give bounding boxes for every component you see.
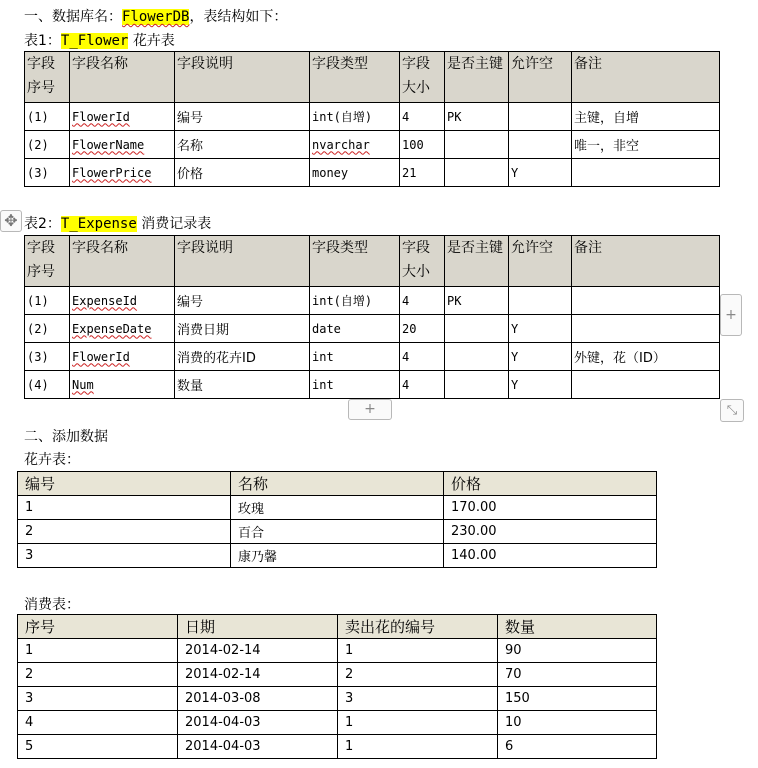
table-cell: 消费日期 bbox=[175, 315, 310, 343]
table-move-handle-icon[interactable]: ✥ bbox=[0, 210, 22, 232]
table-cell: int bbox=[310, 343, 400, 371]
header-cell-line: 大小 bbox=[402, 80, 430, 96]
table-row bbox=[25, 287, 720, 315]
table-cell bbox=[572, 159, 720, 187]
table-cell: 1 bbox=[338, 735, 498, 759]
table-cell: ExpenseDate bbox=[70, 315, 175, 343]
section-1-title bbox=[24, 6, 287, 26]
table-cell: 2 bbox=[338, 663, 498, 687]
table-cell: PK bbox=[445, 287, 509, 315]
table-cell bbox=[445, 159, 509, 187]
header-cell-line: 备注 bbox=[574, 56, 602, 72]
table-cell bbox=[572, 315, 720, 343]
table-cell: 90 bbox=[498, 639, 657, 663]
table-cell: Y bbox=[509, 371, 572, 399]
table-cell: 编号 bbox=[175, 287, 310, 315]
header-cell bbox=[175, 236, 310, 287]
table-cell: int bbox=[310, 371, 400, 399]
table-header-row bbox=[18, 615, 657, 639]
table-cell bbox=[509, 103, 572, 131]
table-cell: (3) bbox=[25, 159, 70, 187]
table-header-row bbox=[25, 52, 720, 103]
header-cell bbox=[400, 52, 445, 103]
header-cell: 价格 bbox=[444, 472, 657, 496]
header-cell bbox=[445, 236, 509, 287]
table-cell: 名称 bbox=[175, 131, 310, 159]
table-1-caption bbox=[24, 30, 175, 50]
header-cell-line: 字段说明 bbox=[177, 56, 233, 72]
table-cell: FlowerId bbox=[70, 343, 175, 371]
table-cell: 150 bbox=[498, 687, 657, 711]
table-2-caption bbox=[24, 213, 211, 233]
table-cell: 4 bbox=[18, 711, 178, 735]
header-cell-line: 字段 bbox=[402, 56, 430, 72]
table-cell bbox=[445, 131, 509, 159]
table-cell: 170.00 bbox=[444, 496, 657, 520]
table-cell: 唯一，非空 bbox=[572, 131, 720, 159]
table-row bbox=[18, 663, 657, 687]
table-cell: (4) bbox=[25, 371, 70, 399]
table-cell: 2014-04-03 bbox=[178, 735, 338, 759]
table-cell: 2014-02-14 bbox=[178, 663, 338, 687]
table-cell: 1 bbox=[338, 639, 498, 663]
header-cell bbox=[310, 236, 400, 287]
section-1-suffix: ，表结构如下： bbox=[189, 9, 288, 25]
table-row bbox=[18, 711, 657, 735]
table-cell: 6 bbox=[498, 735, 657, 759]
header-cell bbox=[572, 52, 720, 103]
table-2-name: T_Expense bbox=[60, 216, 137, 232]
table-cell: 数量 bbox=[175, 371, 310, 399]
table-1-prefix: 表1： bbox=[24, 33, 61, 49]
table-cell bbox=[445, 343, 509, 371]
table-cell: 主键，自增 bbox=[572, 103, 720, 131]
header-cell bbox=[310, 52, 400, 103]
table-row bbox=[25, 371, 720, 399]
table-cell: int(自增) bbox=[310, 287, 400, 315]
table-resize-handle-icon[interactable]: ⤡ bbox=[720, 399, 744, 422]
table-cell bbox=[445, 315, 509, 343]
table-cell: 4 bbox=[400, 343, 445, 371]
table-row bbox=[18, 520, 657, 544]
flower-data-label: 花卉表： bbox=[24, 452, 80, 468]
table-cell: (1) bbox=[25, 103, 70, 131]
table-cell: Num bbox=[70, 371, 175, 399]
header-cell-line: 字段类型 bbox=[312, 56, 368, 72]
table-cell: FlowerId bbox=[70, 103, 175, 131]
table-row bbox=[18, 639, 657, 663]
table-cell: 价格 bbox=[175, 159, 310, 187]
header-cell: 数量 bbox=[498, 615, 657, 639]
table-cell: 20 bbox=[400, 315, 445, 343]
table-cell: FlowerName bbox=[70, 131, 175, 159]
table-cell: 2014-04-03 bbox=[178, 711, 338, 735]
table-cell: nvarchar bbox=[310, 131, 400, 159]
table-row bbox=[18, 496, 657, 520]
table-cell: 百合 bbox=[231, 520, 444, 544]
table-cell: (2) bbox=[25, 315, 70, 343]
table-cell: 玫瑰 bbox=[231, 496, 444, 520]
table-row bbox=[25, 131, 720, 159]
header-cell-line: 字段名称 bbox=[72, 240, 128, 256]
table-header-row bbox=[25, 236, 720, 287]
table-cell bbox=[445, 371, 509, 399]
table-cell bbox=[572, 287, 720, 315]
table-cell: 3 bbox=[18, 544, 231, 568]
table-1-desc: 花卉表 bbox=[132, 33, 175, 49]
header-cell bbox=[509, 52, 572, 103]
table-cell: 1 bbox=[338, 711, 498, 735]
table-row bbox=[18, 735, 657, 759]
table-2-desc: 消费记录表 bbox=[141, 216, 212, 232]
header-cell bbox=[70, 52, 175, 103]
table-cell: Y bbox=[509, 315, 572, 343]
header-cell: 名称 bbox=[231, 472, 444, 496]
table-cell: 康乃馨 bbox=[231, 544, 444, 568]
header-cell: 卖出花的编号 bbox=[338, 615, 498, 639]
table-cell: int(自增) bbox=[310, 103, 400, 131]
table-cell: 2014-02-14 bbox=[178, 639, 338, 663]
expense-data-label: 消费表： bbox=[24, 597, 80, 613]
table-cell: money bbox=[310, 159, 400, 187]
header-cell bbox=[572, 236, 720, 287]
table-cell: 4 bbox=[400, 103, 445, 131]
header-cell bbox=[70, 236, 175, 287]
table-cell: 5 bbox=[18, 735, 178, 759]
header-cell: 日期 bbox=[178, 615, 338, 639]
table-cell: FlowerPrice bbox=[70, 159, 175, 187]
table-cell: 3 bbox=[338, 687, 498, 711]
table-cell: 100 bbox=[400, 131, 445, 159]
table-row bbox=[25, 159, 720, 187]
header-cell: 编号 bbox=[18, 472, 231, 496]
table-row bbox=[18, 544, 657, 568]
table-cell: 1 bbox=[18, 496, 231, 520]
schema-table-flower bbox=[24, 51, 720, 187]
table-cell: (1) bbox=[25, 287, 70, 315]
table-cell: 70 bbox=[498, 663, 657, 687]
table-cell: date bbox=[310, 315, 400, 343]
expense-data-table bbox=[17, 614, 657, 759]
table-cell: 4 bbox=[400, 371, 445, 399]
header-cell bbox=[175, 52, 310, 103]
table-cell: 1 bbox=[18, 639, 178, 663]
header-cell-line: 字段 bbox=[402, 240, 430, 256]
header-cell-line: 允许空 bbox=[511, 240, 553, 256]
header-cell bbox=[445, 52, 509, 103]
add-row-button[interactable]: + bbox=[348, 399, 392, 420]
table-cell bbox=[509, 287, 572, 315]
header-cell-line: 字段 bbox=[27, 240, 55, 256]
table-cell: 外键，花（ID） bbox=[572, 343, 720, 371]
table-cell: 编号 bbox=[175, 103, 310, 131]
header-cell: 序号 bbox=[18, 615, 178, 639]
table-row bbox=[25, 103, 720, 131]
flower-data-table bbox=[17, 471, 657, 568]
header-cell-line: 是否主键 bbox=[447, 56, 503, 72]
table-header-row bbox=[18, 472, 657, 496]
header-cell-line: 序号 bbox=[27, 80, 55, 96]
table-cell: 2 bbox=[18, 663, 178, 687]
table-cell bbox=[509, 131, 572, 159]
table-cell bbox=[572, 371, 720, 399]
table-row bbox=[25, 343, 720, 371]
header-cell bbox=[25, 52, 70, 103]
table-row bbox=[25, 315, 720, 343]
schema-table-expense bbox=[24, 235, 720, 399]
header-cell-line: 大小 bbox=[402, 264, 430, 280]
table-cell: ExpenseId bbox=[70, 287, 175, 315]
table-cell: 3 bbox=[18, 687, 178, 711]
table-cell: 4 bbox=[400, 287, 445, 315]
table-cell: (2) bbox=[25, 131, 70, 159]
table-cell: 21 bbox=[400, 159, 445, 187]
section-2-title: 二、添加数据 bbox=[24, 429, 108, 445]
table-2-prefix: 表2： bbox=[24, 216, 61, 232]
db-name: FlowerDB bbox=[122, 9, 190, 25]
header-cell-line: 字段说明 bbox=[177, 240, 233, 256]
header-cell-line: 字段 bbox=[27, 56, 55, 72]
table-cell: 2 bbox=[18, 520, 231, 544]
table-cell: (3) bbox=[25, 343, 70, 371]
header-cell-line: 是否主键 bbox=[447, 240, 503, 256]
table-row bbox=[18, 687, 657, 711]
header-cell-line: 允许空 bbox=[511, 56, 553, 72]
table-cell: Y bbox=[509, 343, 572, 371]
table-cell: 140.00 bbox=[444, 544, 657, 568]
section-1-prefix: 一、数据库名： bbox=[24, 9, 122, 25]
header-cell-line: 序号 bbox=[27, 264, 55, 280]
table-cell: 230.00 bbox=[444, 520, 657, 544]
table-cell: PK bbox=[445, 103, 509, 131]
header-cell-line: 字段类型 bbox=[312, 240, 368, 256]
table-cell: 10 bbox=[498, 711, 657, 735]
table-cell: 2014-03-08 bbox=[178, 687, 338, 711]
table-cell: 消费的花卉ID bbox=[175, 343, 310, 371]
header-cell bbox=[25, 236, 70, 287]
header-cell-line: 字段名称 bbox=[72, 56, 128, 72]
header-cell-line: 备注 bbox=[574, 240, 602, 256]
header-cell bbox=[509, 236, 572, 287]
header-cell bbox=[400, 236, 445, 287]
table-1-name: T_Flower bbox=[60, 33, 129, 49]
add-column-button[interactable]: + bbox=[720, 294, 742, 336]
table-cell: Y bbox=[509, 159, 572, 187]
